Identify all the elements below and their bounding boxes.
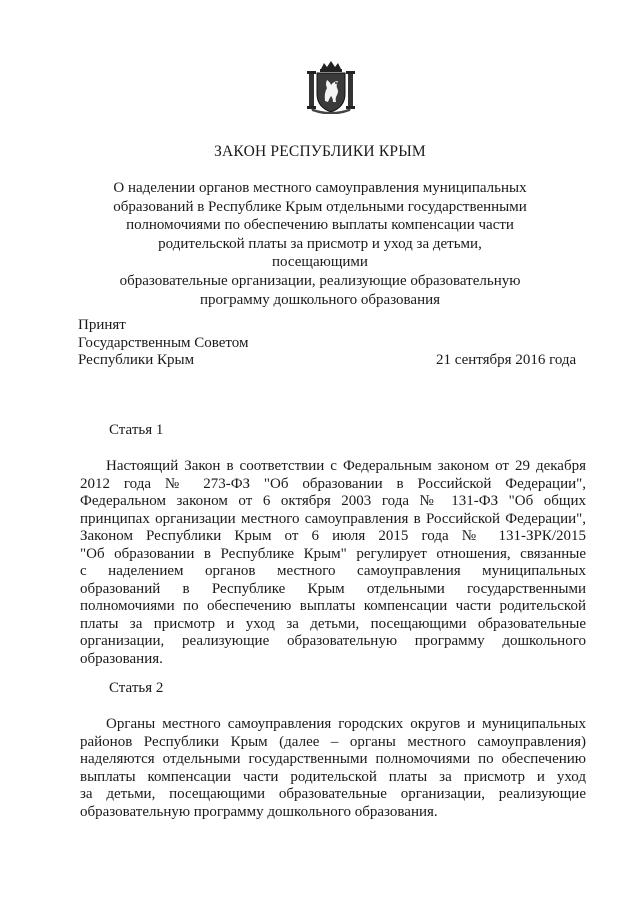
article-2-line: за детьми, посещающими образовательные организации, реализующие: [80, 786, 586, 802]
adoption-line: Принят: [78, 317, 126, 333]
coat-of-arms-emblem: [306, 60, 356, 114]
law-title: ЗАКОН РЕСПУБЛИКИ КРЫМ: [214, 143, 426, 160]
article-1-line: принципах организации местного самоуправления в Российской Федерации",: [80, 510, 586, 527]
adoption-date: 21 сентября 2016 года: [436, 352, 577, 368]
article-2-line: районов Республики Крым (далее – органы местного самоуправления): [80, 733, 586, 750]
subtitle-line: программу дошкольного образования: [199, 291, 441, 308]
adoption-block: [78, 317, 249, 370]
subtitle-line: родительской платы за присмотр и уход за детьми, посещающими: [158, 235, 482, 271]
article-1-line: организации, реализующие образовательную программу дошкольного: [80, 633, 586, 649]
article-2-line: наделяются отдельными государственными полномочиями по обеспечению: [80, 751, 586, 767]
article-1-text: [80, 458, 586, 668]
article-2-line: выплаты компенсации части родительской платы за присмотр и уход: [80, 768, 586, 785]
article-1-line: Настоящий Закон в соответствии с Федеральным законом от 29 декабря: [106, 458, 586, 474]
adoption-line: Государственным Советом: [78, 334, 249, 351]
subtitle-line: О наделении органов местного самоуправления муниципальных: [113, 180, 527, 196]
article-2-heading: Статья 2: [109, 680, 164, 696]
article-2-line: образовательную программу дошкольного образования.: [80, 803, 438, 820]
article-1-line: платы за присмотр и уход за детьми, посещающими образовательные: [80, 615, 586, 632]
article-1-line: с наделением органов местного самоуправления муниципальных: [80, 563, 586, 579]
subtitle-line: образований в Республике Крым отдельными государственными: [113, 198, 527, 215]
article-2-text: [80, 716, 586, 821]
article-1-line: 2012 года № 273-ФЗ "Об образовании в Российской Федерации",: [80, 475, 586, 492]
article-1-line: Законом Республики Крым от 6 июля 2015 года № 131-ЗРК/2015: [80, 528, 586, 544]
subtitle-line: полномочиями по обеспечению выплаты компенсации части: [126, 217, 514, 234]
article-1-line: образования.: [80, 650, 163, 667]
adoption-line: Республики Крым: [78, 352, 195, 368]
article-1-line: "Об образовании в Республике Крым" регулирует отношения, связанные: [80, 545, 586, 562]
article-1-heading: Статья 1: [109, 422, 164, 438]
law-subtitle: [110, 179, 530, 309]
article-1-line: Федеральном законом от 6 октября 2003 года № 131-ФЗ "Об общих: [80, 493, 586, 509]
article-2-line: Органы местного самоуправления городских округов и муниципальных: [106, 716, 586, 732]
article-1-line: образований в Республике Крым отдельными государственными: [80, 580, 586, 597]
subtitle-line: образовательные организации, реализующие образовательную: [119, 272, 521, 289]
article-1-line: полномочиями по обеспечению выплаты компенсации части родительской: [80, 598, 586, 614]
